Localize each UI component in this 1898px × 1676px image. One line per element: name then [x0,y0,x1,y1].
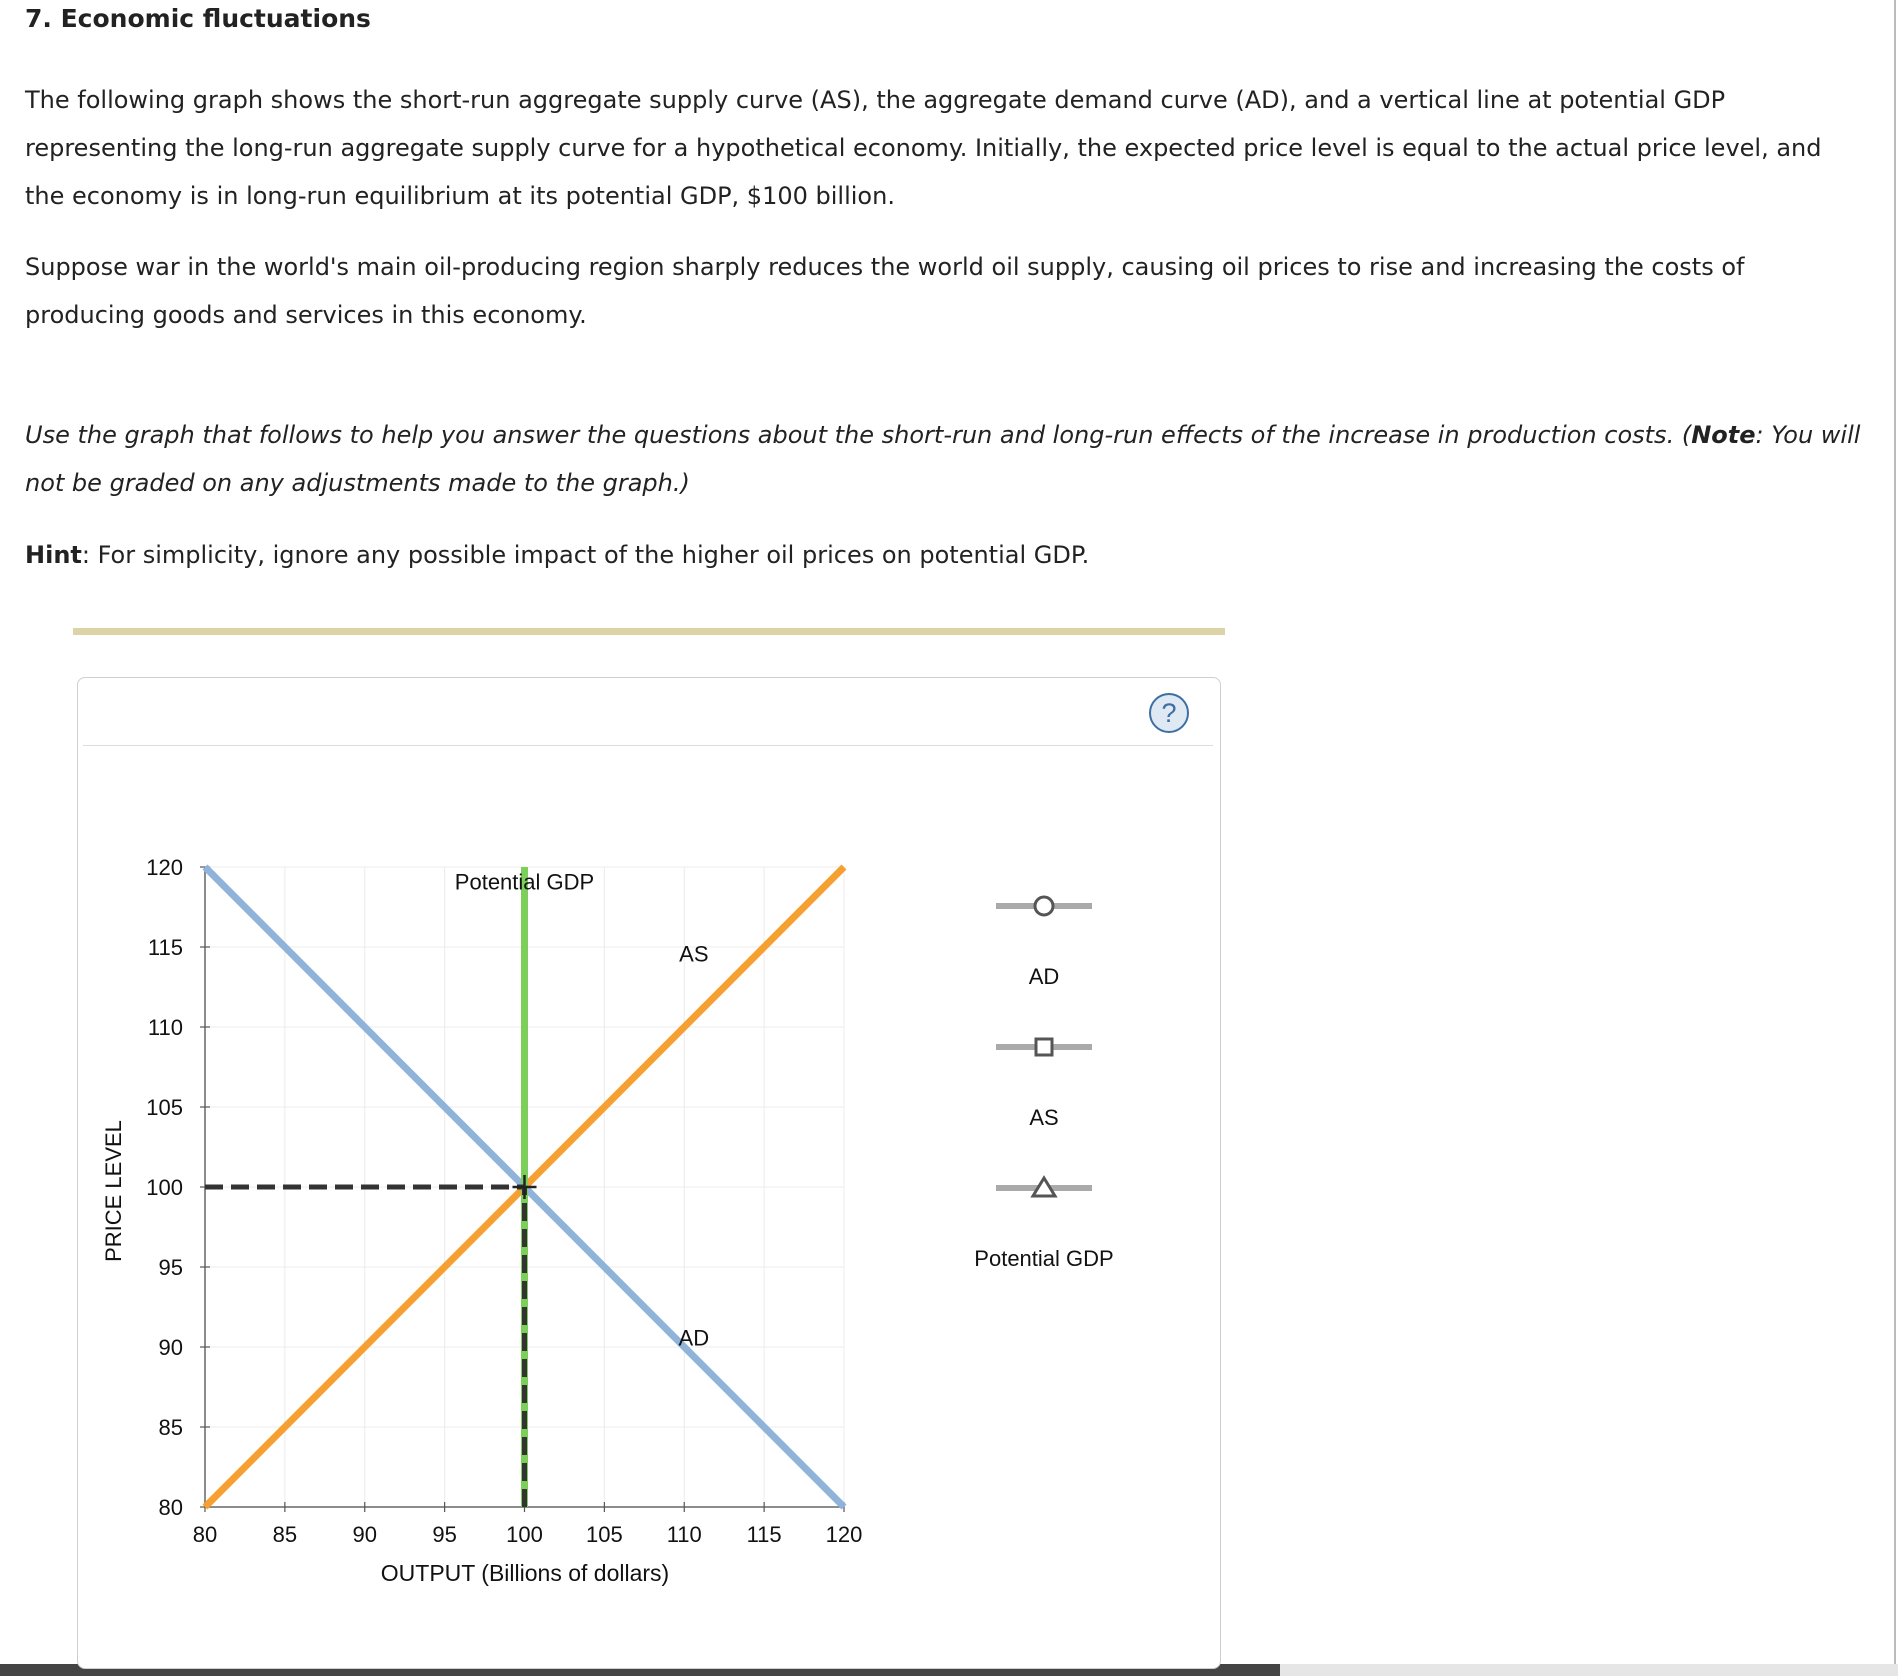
hint-text: : For simplicity, ignore any possible impact of the higher oil prices on potential GDP. [81,541,1090,569]
section-divider [73,628,1225,635]
legend [974,897,1113,1271]
x-tick-label: 120 [825,1522,863,1547]
y-tick-label: 85 [158,1415,183,1440]
instruction-text: Use the graph that follows to help you answer the questions about the short-run and long-run effects of the increase in production costs. ( [25,421,1692,449]
y-tick-label: 105 [146,1095,183,1120]
potential-gdp-label: Potential GDP [454,869,595,895]
note-label: Note [1691,421,1756,449]
x-tick-label: 95 [432,1522,457,1547]
as-label: AS [679,941,709,967]
x-tick-label: 90 [352,1522,377,1547]
x-tick-label: 80 [192,1522,218,1547]
ad-label: AD [678,1325,710,1351]
chart [78,678,1220,1668]
y-tick-label: 80 [158,1495,183,1520]
graph-panel [77,677,1221,1669]
y-axis-label: PRICE LEVEL [101,1120,126,1262]
legend-label-potential-gdp: Potential GDP [974,1246,1114,1271]
legend-label-ad: AD [1028,964,1060,989]
y-tick-label: 100 [146,1175,183,1200]
x-tick-label: 115 [746,1522,782,1547]
y-tick-label: 115 [147,935,183,960]
legend-label-as: AS [1029,1105,1059,1130]
x-tick-label: 110 [666,1522,702,1547]
legend-circle-marker [1035,897,1053,915]
question-paragraph-1: The following graph shows the short-run aggregate supply curve (AS), the aggregate demand curve (AD), and a vertical line at potential GDP representing the long-run aggregate supply curve for a hypothetical economy. Initially, the expected price level is equal to the actual price level, and the economy is in long-run equilibrium at its potential GDP, $100 billion. [25,86,1822,210]
x-tick-label: 85 [272,1522,298,1547]
y-tick-label: 110 [147,1015,183,1040]
legend-square-marker [1036,1039,1052,1055]
hint-label: Hint [25,541,82,569]
x-axis-label: OUTPUT (Billions of dollars) [380,1560,670,1586]
question-title: 7. Economic fluctuations [25,4,371,33]
y-tick-label: 95 [158,1255,183,1280]
x-tick-label: 105 [586,1522,623,1547]
instruction-paragraph [25,411,1865,507]
help-button[interactable]: ? [1149,693,1189,733]
x-tick-label: 100 [506,1522,543,1547]
curve-labels [455,869,709,1350]
hint-paragraph [25,531,1865,579]
question-paragraph-2: Suppose war in the world's main oil-producing region sharply reduces the world oil supply, causing oil prices to rise and increasing the costs of producing goods and services in this economy. [25,253,1745,329]
instruction-text-end: : You will not be graded on any adjustments made to the graph.) [25,421,1861,497]
y-tick-label: 120 [146,855,183,880]
y-tick-label: 90 [158,1335,183,1360]
page-right-border [1894,0,1896,1676]
